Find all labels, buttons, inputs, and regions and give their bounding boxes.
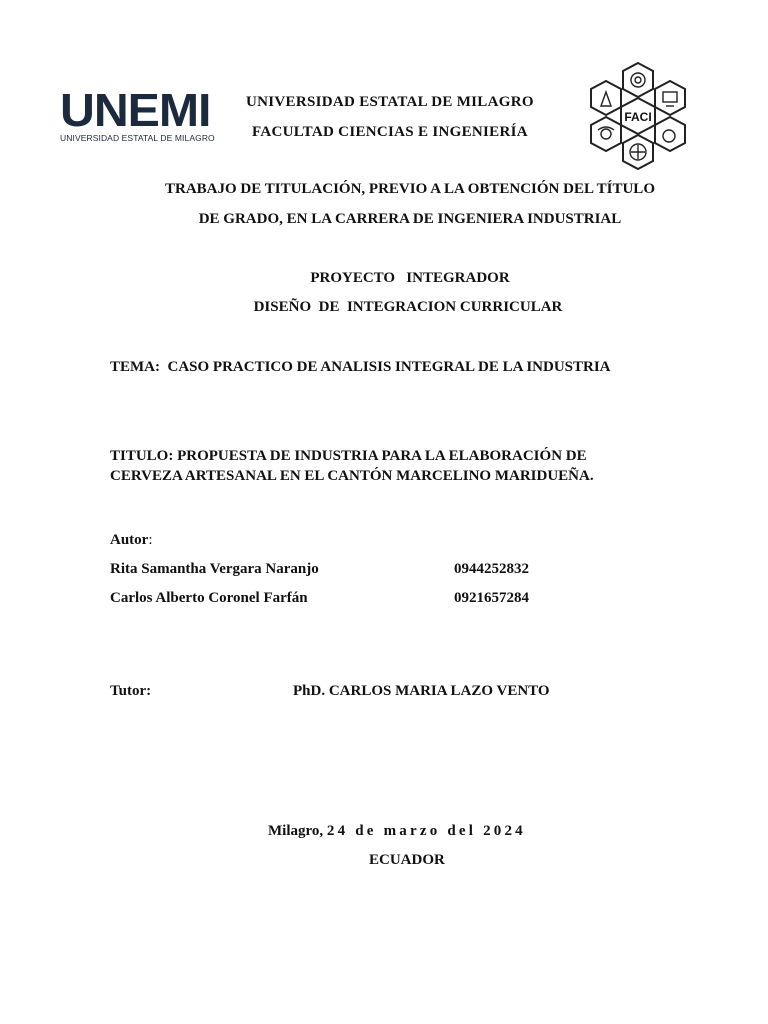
author-name-2: Carlos Alberto Coronel Farfán [110, 590, 308, 606]
faci-hexagon-icon [582, 60, 694, 170]
university-name: UNIVERSIDAD ESTATAL DE MILAGRO [246, 94, 534, 110]
titulo-line-1: TITULO: PROPUESTA DE INDUSTRIA PARA LA ELABORACIÓN DE [110, 448, 587, 464]
author-label-colon: : [148, 532, 153, 548]
author-label [110, 532, 153, 549]
author-id-1: 0944252832 [454, 561, 529, 577]
tema: TEMA: CASO PRACTICO DE ANALISIS INTEGRAL DE LA INDUSTRIA [110, 359, 611, 375]
tutor-label: Tutor: [110, 683, 152, 699]
project-line-1: PROYECTO INTEGRADOR [310, 270, 510, 286]
unemi-logo [60, 84, 222, 144]
faci-label: FACI [624, 110, 652, 124]
footer-date-line [268, 823, 526, 840]
faculty-name: FACULTAD CIENCIAS E INGENIERÍA [252, 124, 528, 140]
author-name-1: Rita Samantha Vergara Naranjo [110, 561, 319, 577]
intro-line-2: DE GRADO, EN LA CARRERA DE INGENIERA INDUSTRIAL [198, 211, 622, 227]
tutor-name: PhD. CARLOS MARIA LAZO VENTO [293, 683, 550, 699]
unemi-wordmark: UNEMI [60, 84, 211, 136]
intro-line-1: TRABAJO DE TITULACIÓN, PREVIO A LA OBTENCIÓN DEL TÍTULO [165, 181, 655, 197]
footer-city: Milagro, [268, 823, 324, 839]
author-label-text: Autor [110, 532, 149, 548]
faci-logo [582, 60, 694, 170]
author-id-2: 0921657284 [454, 590, 529, 606]
titulo-line-2: CERVEZA ARTESANAL EN EL CANTÓN MARCELINO MARIDUEÑA. [110, 468, 594, 484]
unemi-logo-subtitle: UNIVERSIDAD ESTATAL DE MILAGRO [60, 133, 215, 143]
footer-country: ECUADOR [369, 852, 445, 868]
project-line-2: DISEÑO DE INTEGRACION CURRICULAR [253, 299, 563, 315]
footer-date: 24 de marzo del 2024 [326, 823, 526, 839]
